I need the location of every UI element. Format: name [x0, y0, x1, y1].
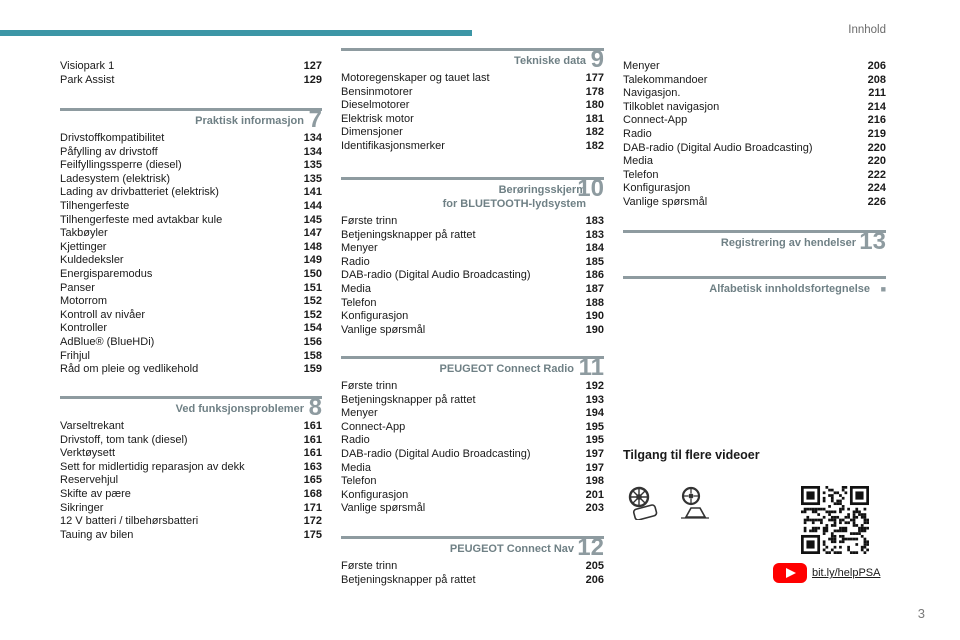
toc-item[interactable]: Bensinmotorer 178 [341, 85, 604, 98]
toc-item[interactable]: Kjettinger 148 [60, 240, 322, 253]
toc-item[interactable]: Betjeningsknapper på rattet 206 [341, 573, 604, 586]
toc-item[interactable]: Første trinn 205 [341, 560, 604, 572]
section-divider [60, 108, 322, 111]
toc-item[interactable]: Radio 219 [623, 127, 886, 140]
toc-item[interactable]: Motoregenskaper og tauet last 177 [341, 72, 604, 84]
section-title: Tekniske data [514, 55, 586, 67]
toc-item[interactable]: Konfigurasjon 190 [341, 310, 604, 323]
section-marker: ■ [880, 284, 886, 294]
toc-item[interactable]: Vanlige spørsmål 190 [341, 323, 604, 336]
toc-item[interactable]: DAB-radio (Digital Audio Broadcasting) 186 [341, 269, 604, 282]
toc-item[interactable]: Tauing av bilen 175 [60, 528, 322, 541]
section-header[interactable] [623, 230, 886, 254]
section-number: 7 [308, 106, 322, 133]
section-index [623, 276, 886, 300]
toc-item[interactable]: Visiopark 1 127 [60, 60, 322, 72]
toc-item[interactable]: Sett for midlertidig reparasjon av dekk 163 [60, 460, 322, 473]
section-header[interactable] [341, 48, 604, 72]
toc-item[interactable]: Verktøysett 161 [60, 447, 322, 460]
toc-item[interactable]: Varseltrekant 161 [60, 420, 322, 432]
toc-item[interactable]: Dimensjoner 182 [341, 126, 604, 139]
toc-item[interactable]: Panser 151 [60, 281, 322, 294]
toc-item[interactable]: Kontroller 154 [60, 322, 322, 335]
toc-item[interactable]: Drivstoffkompatibilitet 134 [60, 132, 322, 144]
toc-item[interactable]: Connect-App 195 [341, 420, 604, 433]
section-divider [60, 396, 322, 399]
section-header[interactable] [341, 356, 604, 380]
wheel-phone-icon [626, 486, 658, 525]
section-8 [60, 396, 322, 542]
toc-item[interactable]: Skifte av pære 168 [60, 487, 322, 500]
section-number: 11 [578, 354, 604, 381]
section-number: 12 [577, 534, 604, 561]
videos-title: Tilgang til flere videoer [623, 448, 760, 462]
toc-top-list [623, 60, 886, 210]
toc-item[interactable]: Konfigurasjon 224 [623, 182, 886, 195]
toc-item[interactable]: DAB-radio (Digital Audio Broadcasting) 220 [623, 141, 886, 154]
toc-item[interactable]: Menyer 206 [623, 60, 886, 72]
toc-list [341, 215, 604, 337]
toc-item[interactable]: Park Assist 129 [60, 73, 322, 86]
toc-list [341, 560, 604, 587]
section-10 [341, 177, 604, 337]
toc-item[interactable]: Konfigurasjon 201 [341, 488, 604, 501]
toc-item[interactable]: Radio 195 [341, 434, 604, 447]
toc-item[interactable]: Talekommandoer 208 [623, 73, 886, 86]
toc-item[interactable]: Media 220 [623, 155, 886, 168]
section-divider [341, 356, 604, 359]
wheel-car-icon [678, 486, 712, 525]
toc-item[interactable]: Telefon 222 [623, 168, 886, 181]
toc-item[interactable]: Vanlige spørsmål 203 [341, 502, 604, 515]
youtube-icon [773, 563, 807, 583]
toc-item[interactable]: Menyer 194 [341, 407, 604, 420]
section-number: 8 [308, 394, 322, 421]
toc-item[interactable]: Media 187 [341, 282, 604, 295]
toc-item[interactable]: Frihjul 158 [60, 349, 322, 362]
toc-item[interactable]: Første trinn 183 [341, 215, 604, 227]
toc-item[interactable]: Påfylling av drivstoff 134 [60, 145, 322, 158]
section-number: 10 [577, 175, 604, 202]
youtube-link-text: bit.ly/helpPSA [812, 567, 881, 579]
section-header[interactable] [60, 108, 322, 132]
page-header-title: Innhold [848, 24, 886, 36]
section-13 [623, 230, 886, 254]
section-divider [623, 230, 886, 233]
section-header[interactable] [60, 396, 322, 420]
toc-item[interactable]: Motorrom 152 [60, 295, 322, 308]
toc-item[interactable]: Radio 185 [341, 255, 604, 268]
section-number: 9 [590, 46, 604, 73]
section-header[interactable] [341, 536, 604, 560]
toc-item[interactable]: Tilhengerfeste 144 [60, 199, 322, 212]
toc-item[interactable]: 12 V batteri / tilbehørsbatteri 172 [60, 515, 322, 528]
toc-item[interactable]: Dieselmotorer 180 [341, 99, 604, 112]
toc-item[interactable]: Menyer 184 [341, 242, 604, 255]
qr-code-icon[interactable] [801, 486, 869, 554]
toc-item[interactable]: Vanlige spørsmål 226 [623, 195, 886, 208]
toc-item[interactable]: Lading av drivbatteriet (elektrisk) 141 [60, 186, 322, 199]
section-title: Alfabetisk innholdsfortegnelse [709, 283, 870, 295]
toc-item[interactable]: Betjeningsknapper på rattet 183 [341, 228, 604, 241]
section-title: Ved funksjonsproblemer [175, 403, 304, 415]
toc-item[interactable]: Telefon 198 [341, 475, 604, 488]
toc-item[interactable]: Energisparemodus 150 [60, 267, 322, 280]
section-title: Berøringsskjerm for BLUETOOTH-lydsystem [442, 184, 586, 210]
toc-item[interactable]: Feilfyllingssperre (diesel) 135 [60, 159, 322, 172]
toc-item[interactable]: Råd om pleie og vedlikehold 159 [60, 363, 322, 376]
youtube-link[interactable] [773, 563, 880, 583]
toc-item[interactable]: Telefon 188 [341, 296, 604, 309]
toc-list [60, 132, 322, 377]
toc-item[interactable]: Betjeningsknapper på rattet 193 [341, 393, 604, 406]
toc-item[interactable]: AdBlue® (BlueHDi) 156 [60, 335, 322, 348]
toc-list [60, 420, 322, 542]
section-12 [341, 536, 604, 587]
section-title: PEUGEOT Connect Nav [449, 543, 574, 555]
toc-item[interactable]: Ladesystem (elektrisk) 135 [60, 172, 322, 185]
section-divider [341, 536, 604, 539]
section-11 [341, 356, 604, 516]
section-title: PEUGEOT Connect Radio [439, 363, 574, 375]
page-number: 3 [917, 606, 925, 621]
toc-item[interactable]: Navigasjon. 211 [623, 87, 886, 100]
toc-list [341, 72, 604, 154]
toc-item[interactable]: Tilkoblet navigasjon 214 [623, 100, 886, 113]
toc-item[interactable]: Kontroll av nivåer 152 [60, 308, 322, 321]
section-divider [341, 177, 604, 180]
section-header[interactable] [623, 276, 886, 300]
toc-list [341, 380, 604, 516]
section-divider [341, 48, 604, 51]
toc-item[interactable]: Reservehjul 165 [60, 474, 322, 487]
toc-item[interactable]: Tilhengerfeste med avtakbar kule 145 [60, 213, 322, 226]
toc-item[interactable]: Sikringer 171 [60, 501, 322, 514]
section-9 [341, 48, 604, 154]
top-accent-bar [0, 30, 472, 36]
section-header[interactable] [341, 177, 604, 215]
toc-top-list [60, 60, 322, 87]
section-title: Praktisk informasjon [195, 115, 304, 127]
toc-item[interactable]: DAB-radio (Digital Audio Broadcasting) 197 [341, 447, 604, 460]
toc-item[interactable]: Takbøyler 147 [60, 227, 322, 240]
toc-item[interactable]: Elektrisk motor 181 [341, 112, 604, 125]
toc-item[interactable]: Første trinn 192 [341, 380, 604, 392]
section-title: Registrering av hendelser [720, 237, 856, 249]
section-number: 13 [859, 228, 886, 255]
section-7 [60, 108, 322, 377]
toc-item[interactable]: Drivstoff, tom tank (diesel) 161 [60, 433, 322, 446]
toc-item[interactable]: Media 197 [341, 461, 604, 474]
section-divider [623, 276, 886, 279]
toc-item[interactable]: Identifikasjonsmerker 182 [341, 139, 604, 152]
toc-item[interactable]: Kuldedeksler 149 [60, 254, 322, 267]
toc-item[interactable]: Connect-App 216 [623, 114, 886, 127]
